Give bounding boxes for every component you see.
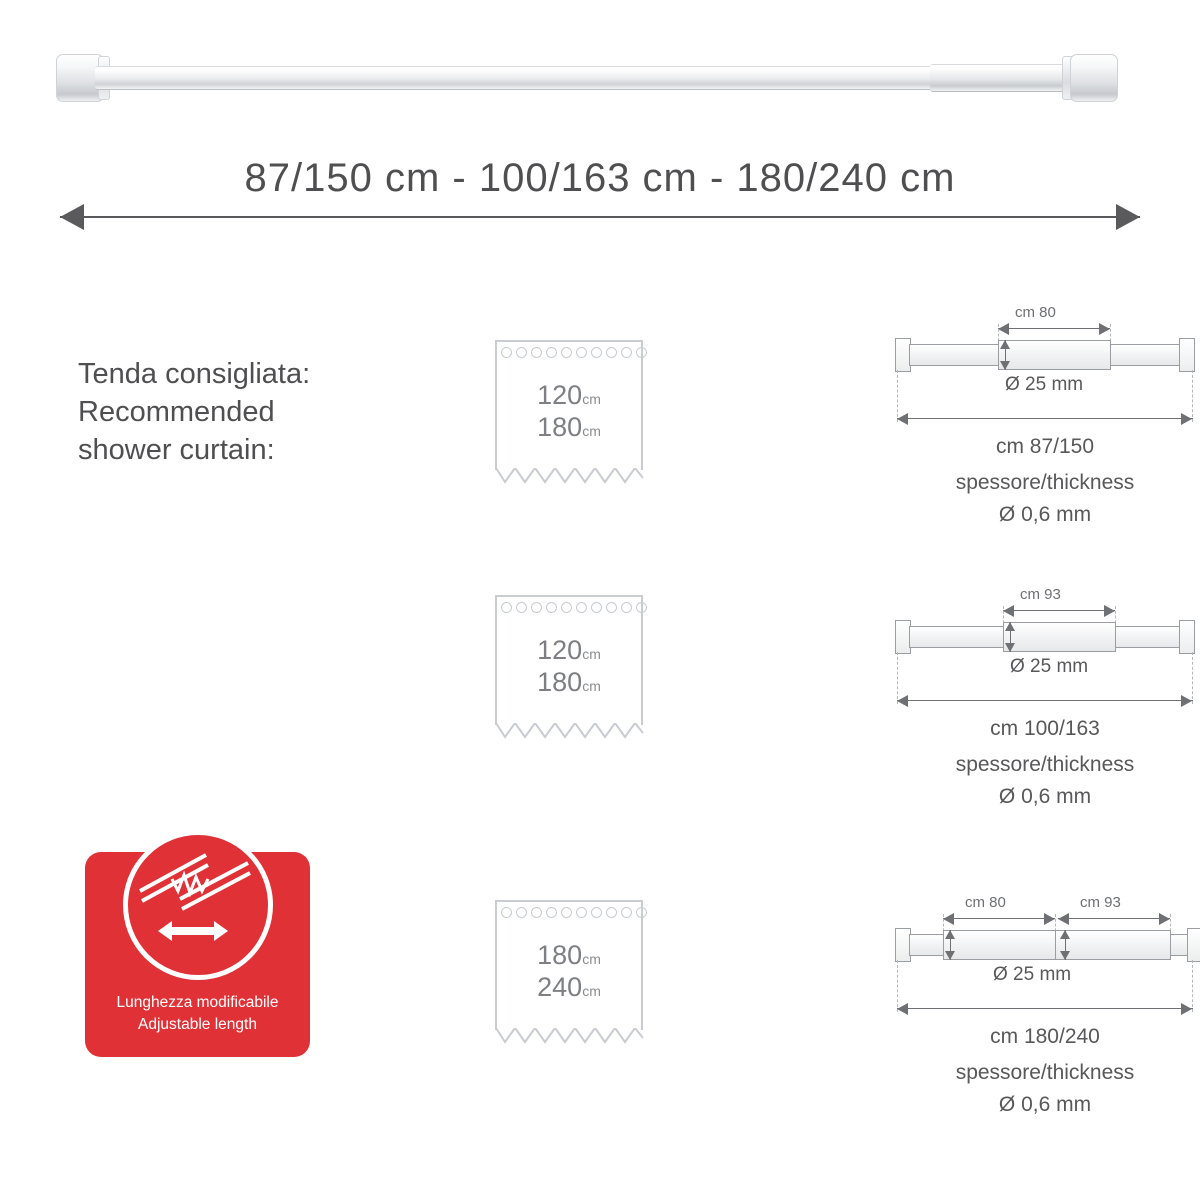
rod-diagram-1 [895,300,1195,560]
curtain-figure-3 [495,900,645,1060]
rod-thickness-label: spessore/thickness [955,753,1135,776]
badge-text-it: Lunghezza modificabile [116,994,279,1011]
rod-total-label: cm 87/150 [995,435,1095,458]
rod-diagram-3 [895,890,1195,1170]
arrow-down-icon [1060,951,1070,960]
rod-flare-right [1179,338,1195,372]
segment-dim-line [1003,610,1115,611]
arrow-right-icon [1099,323,1110,335]
dimension-axis [60,216,1140,218]
extension-line [1192,960,1193,1012]
arrow-left-icon [1058,913,1069,925]
arrow-up-icon [1005,622,1015,631]
rod-flare-right [1187,928,1200,962]
segment-label: cm 80 [1015,304,1056,321]
rod-inner-tube [95,66,970,90]
badge-text [85,992,310,1036]
diameter-label: Ø 25 mm [1010,656,1089,677]
rod-tube-inner [1003,622,1116,652]
arrow-up-icon [1060,930,1070,939]
rod-thickness-value: Ø 0,6 mm [998,503,1092,526]
curtain-eyelets [501,602,647,613]
curtain-eyelets [501,907,647,918]
rod-tube-inner [1055,930,1171,960]
rod-thickness-value: Ø 0,6 mm [998,1093,1092,1116]
arrow-left-icon [60,204,84,230]
curtain-figure-1 [495,340,645,500]
curtain-figure-2 [495,595,645,755]
diameter-label: Ø 25 mm [993,964,1072,985]
rod-flare-right [1179,620,1195,654]
segment-dim-line [998,328,1110,329]
arrow-down-icon [945,951,955,960]
extension-line [1192,370,1193,422]
curtain-hem-zigzag [495,1028,645,1050]
rod-thickness-label: spessore/thickness [955,471,1135,494]
rod-tube-outer [909,344,999,366]
curtain-eyelets [501,347,647,358]
rod-tube-mid [943,930,1056,960]
total-dim-line [897,700,1193,701]
rod-total-label: cm 180/240 [990,1025,1100,1048]
rod-tube-right [1115,626,1180,648]
total-dim-line [897,418,1193,419]
diameter-label: Ø 25 mm [1005,374,1084,395]
rod-tube-right [1170,934,1188,956]
total-dim-line [897,1008,1193,1009]
arrow-up-icon [945,930,955,939]
rod-end-cap-right [1070,54,1118,102]
arrow-left-icon [897,695,908,707]
arrow-right-icon [1159,913,1170,925]
adjustable-length-badge [85,852,310,1057]
arrow-right-icon [1181,695,1192,707]
arrow-right-icon [1116,204,1140,230]
extension-line [1192,652,1193,704]
segment-label: cm 80 [965,894,1006,911]
rod-thickness-label: spessore/thickness [955,1061,1135,1084]
arrow-left-icon [1003,605,1014,617]
arrow-down-icon [1000,361,1010,370]
arrow-left-icon [897,413,908,425]
rod-outer-tube [930,64,1070,92]
recommended-curtain-text [78,355,478,469]
rod-tube-outer [909,626,1004,648]
curtain-hem-zigzag [495,468,645,490]
rod-diagram-2 [895,582,1195,842]
rod-tube-right [1110,344,1180,366]
segment-dim-line [943,918,1055,919]
rod-thickness-value: Ø 0,6 mm [998,785,1092,808]
curtain-hem-zigzag [495,723,645,745]
arrow-right-icon [1181,413,1192,425]
curtain-width: 180cm [537,940,601,970]
recommended-line-2: Recommended [78,396,275,428]
arrow-right-icon [1044,913,1055,925]
recommended-line-1: Tenda consigliata: [78,358,311,390]
curtain-height: 180cm [537,412,601,442]
recommended-line-3: shower curtain: [78,434,275,466]
curtain-height: 240cm [537,972,601,1002]
curtain-height: 180cm [537,667,601,697]
curtain-width: 120cm [537,380,601,410]
curtain-width: 120cm [537,635,601,665]
adjustable-length-icon [123,830,273,980]
arrow-right-icon [1181,1003,1192,1015]
arrow-left-icon [897,1003,908,1015]
arrow-right-icon [1104,605,1115,617]
segment-label: cm 93 [1020,586,1061,603]
segment-label: cm 93 [1080,894,1121,911]
rod-tube-outer [909,934,944,956]
rod-total-label: cm 100/163 [990,717,1100,740]
overall-dimension-label: 87/150 cm - 100/163 cm - 180/240 cm [244,156,956,200]
arrow-left-icon [998,323,1009,335]
arrow-left-icon [943,913,954,925]
badge-text-en: Adjustable length [138,1016,257,1033]
arrow-up-icon [1000,340,1010,349]
segment-dim-line [1058,918,1170,919]
arrow-down-icon [1005,643,1015,652]
rod-tube-inner [998,340,1111,370]
overall-dimension [60,156,1140,230]
tension-rod-image [0,40,1200,120]
